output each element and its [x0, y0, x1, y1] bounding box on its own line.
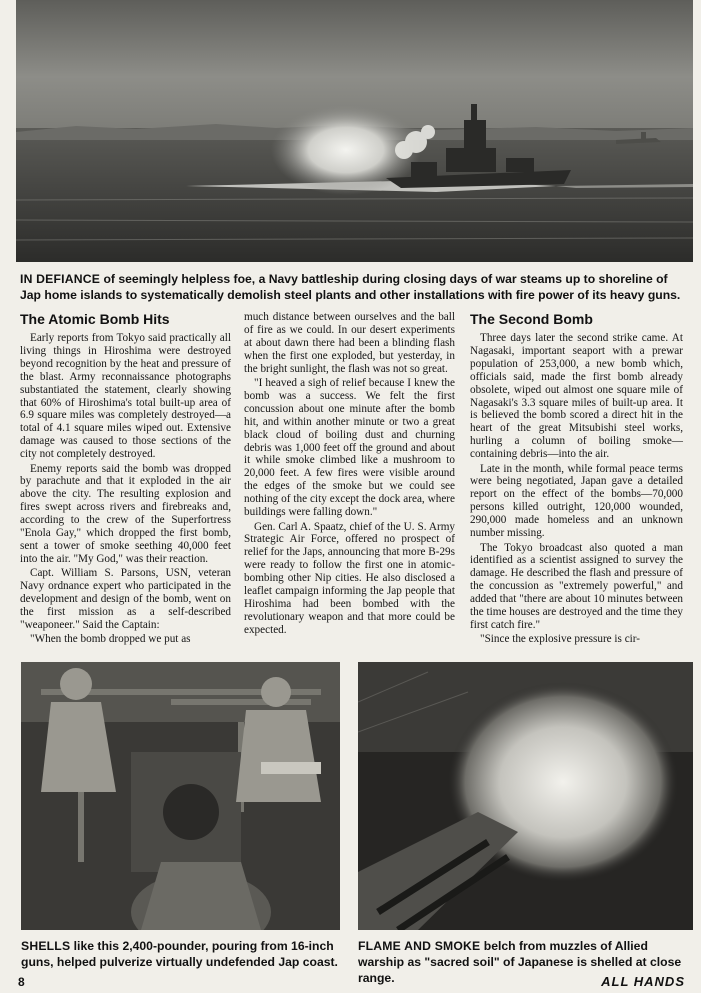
- section-heading-second-bomb: The Second Bomb: [470, 311, 593, 327]
- paragraph: "I heaved a sigh of relief because I knew the bomb was a success. We felt the first concussion about one minute after the bomb hit, and within another minute or two a great black cloud of boiling dust and churning debris was 1,000 feet off the ground and about it while smoke climbed like a mushroom to 20,000 feet. A few fires were visible around the edges of the smoke but we could see nothing of the city except the dock area, where buildings were falling down.": [244, 377, 455, 519]
- paragraph: The Tokyo broadcast also quoted a man identified as a scientist assigned to survey the damage. He described the flash and pressure of the concussion as "extremely powerful," and added that "there are about 10 minutes between the time houses are destroyed and the time they first catch fire.": [470, 541, 683, 631]
- caption-lead: SHELLS: [21, 939, 71, 953]
- shells-caption: [21, 938, 343, 970]
- section-heading-atomic-bomb: The Atomic Bomb Hits: [20, 311, 170, 327]
- top-photo-caption: [20, 271, 688, 303]
- flame-smoke-photo: [358, 662, 693, 930]
- paragraph: "When the bomb dropped we put as: [30, 633, 191, 646]
- battleship-photo: [16, 0, 693, 262]
- paragraph: Three days later the second strike came. At Nagasaki, important seaport with a prewar population of 253,000, a new bomb which, officials said, made the first bomb already obsolete, wiped out almost one square mile of Nagasaki's 3.3 square miles of built-up area. It is believed the bomb scored a direct hit in the heart of the great Mitsubishi steel works, hurling a column of boiling smoke—containing debris—into the air.: [470, 332, 683, 461]
- paragraph: "Since the explosive pressure is cir-: [480, 633, 640, 646]
- caption-lead: IN DEFIANCE: [20, 272, 101, 286]
- article-column-2: [244, 311, 455, 638]
- magazine-name: ALL HANDS: [601, 974, 685, 989]
- paragraph: Enemy reports said the bomb was dropped by parachute and that it exploded in the air above the city. The resulting explosion and fires swept across rivers and firebreaks and, according to the crew of the Superfortress "Enola Gay," which dropped the first bomb, sent a tower of smoke seething 40,000 feet into the air. "My God," was their reaction.: [20, 462, 231, 565]
- page-number: 8: [18, 975, 25, 989]
- paragraph: Early reports from Tokyo said practically all living things in Hiroshima were destroyed beyond recognition by the heat and pressure of the blast. Army reconnaissance photographs substantiated the statement, clearly showing that 60% of Hiroshima's total built-up area of 6.9 square miles was completely destroyed—a total of 4.1 square miles wiped out. Extensive damage was caused to those sections of the city not completely destroyed.: [20, 332, 231, 461]
- caption-body: of seemingly helpless foe, a Navy battleship during closing days of war steams up to shoreline of Jap home islands to systematically demolish steel plants and other installations with fire power of its heavy guns.: [20, 272, 681, 302]
- paragraph: Late in the month, while formal peace terms were being negotiated, Japan gave a detailed report on the effect of the bombs—70,000 persons killed outright, 120,000 wounded, 290,000 made homeless and an unknown number missing.: [470, 462, 683, 540]
- paragraph: Gen. Carl A. Spaatz, chief of the U. S. Army Strategic Air Force, offered no prospect of relief for the Japs, announcing that more B-29s were ready to follow the first one in atomic-bombing other Nip cities. He also disclosed a leaflet campaign informing the Jap people that Hiroshima had been bombed with the revolutionary weapon and that more could be expected.: [244, 520, 455, 636]
- caption-body: belch from muzzles of Allied warship as "sacred soil" of Japanese is shelled at close range.: [358, 939, 682, 985]
- article-column-1: [20, 311, 231, 648]
- article-column-3: [470, 311, 683, 648]
- paragraph: Capt. William S. Parsons, USN, veteran Navy ordnance expert who participated in the development and design of the bomb, went on the first mission as a self-described "weaponeer." Said the Captain:: [20, 567, 231, 631]
- caption-body: like this 2,400-pounder, pouring from 16-inch guns, helped pulverize virtually undefended Jap coast.: [21, 939, 338, 969]
- caption-lead: FLAME AND SMOKE: [358, 939, 481, 953]
- paragraph: much distance between ourselves and the ball of fire as we could. In our desert experiments at about dawn there had been a blinding flash when the first one exploded, but yesterday, in the bright sunlight, the flash was not so great.: [244, 311, 455, 375]
- shells-photo: [21, 662, 340, 930]
